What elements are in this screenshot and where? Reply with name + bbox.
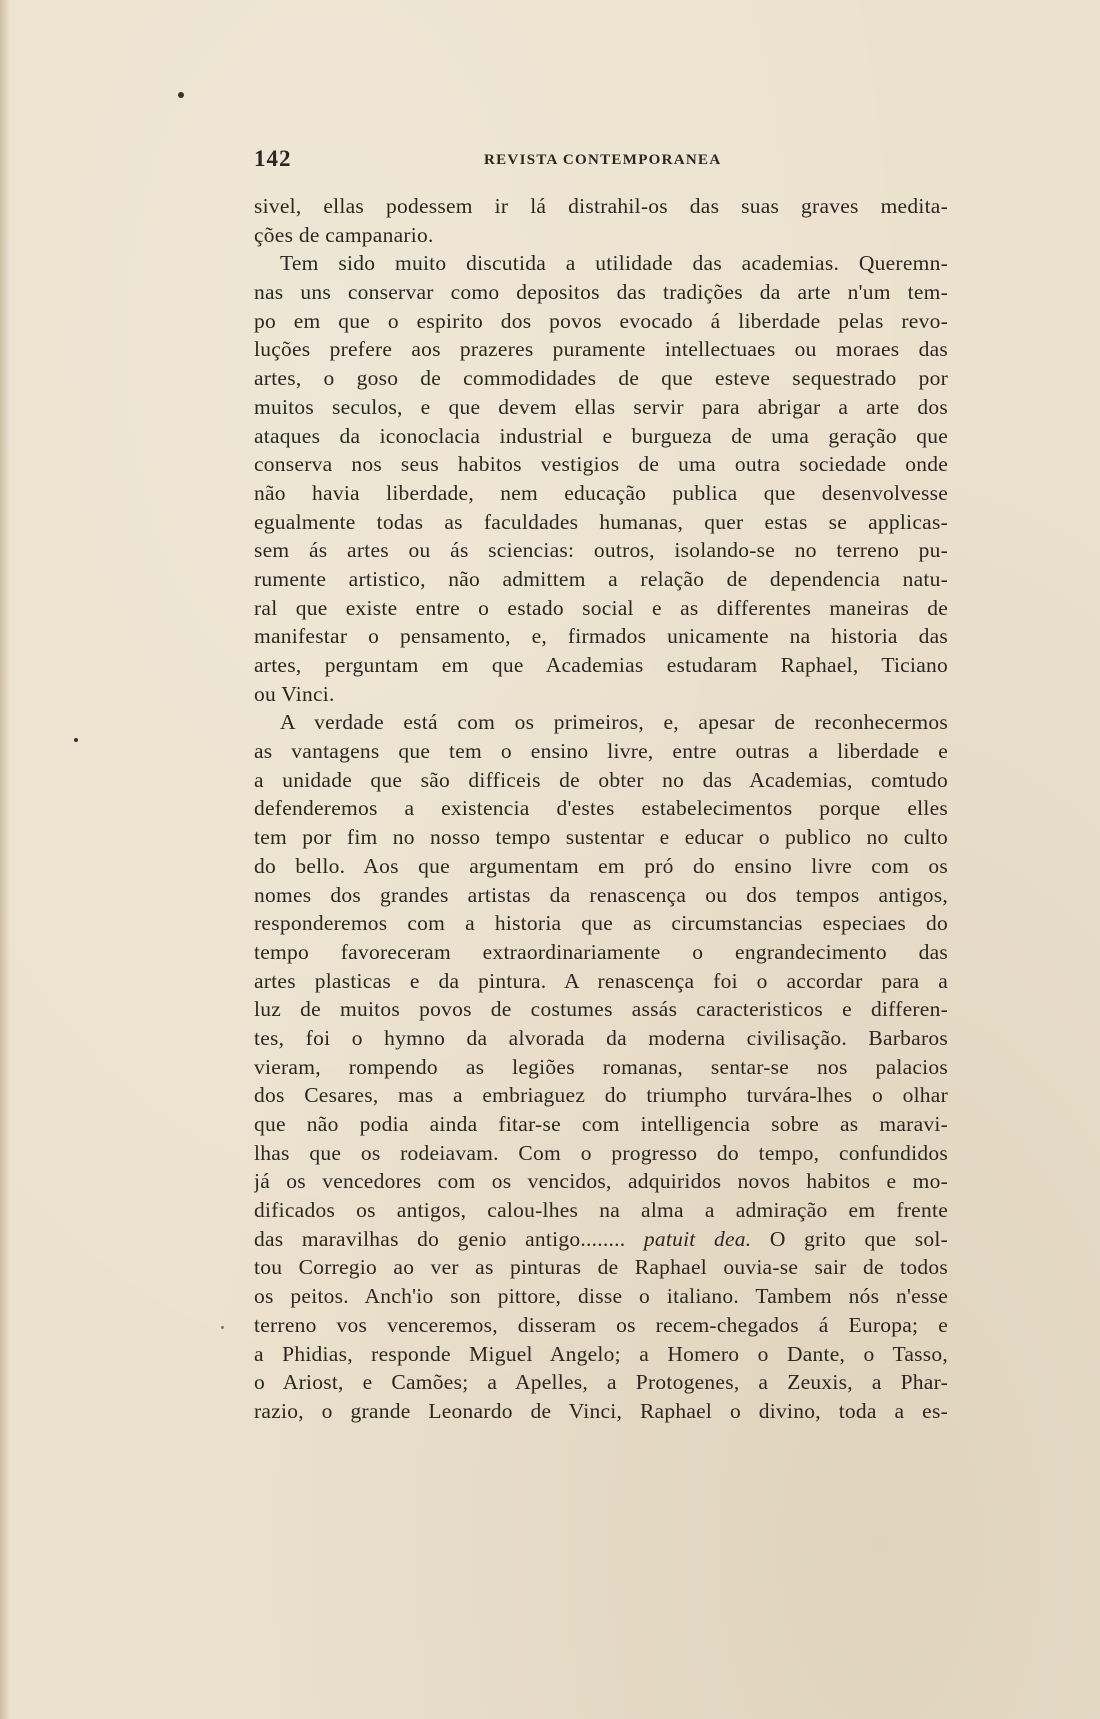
ink-speck [74,738,78,742]
page-number: 142 [254,146,292,171]
text-line: tem por fim no nosso tempo sustentar e educar o publico no culto [254,825,948,850]
text-line: do bello. Aos que argumentam em pró do ensino livre com os [254,853,948,878]
text-line: os peitos. Anch'io son pittore, disse o italiano. Tambem nós n'esse [254,1284,948,1309]
text-line: que não podia ainda fitar-se com intelligencia sobre as maravi- [254,1112,948,1136]
page-header [254,146,948,174]
text-line: o Ariost, e Camões; a Apelles, a Protogenes, a Zeuxis, a Phar- [254,1370,948,1395]
text-line: a unidade que são difficeis de obter no das Academias, comtudo [254,767,948,792]
text-line: ral que existe entre o estado social e as differentes maneiras de [254,595,948,620]
text-line: manifestar o pensamento, e, firmados unicamente na historia das [254,624,948,649]
text-line: nomes dos grandes artistas da renascença ou dos tempos antigos, [254,882,948,907]
text-line: conserva nos seus habitos vestigios de uma outra sociedade onde [254,452,948,477]
ink-speck [221,1326,224,1329]
text-line: luções prefere aos prazeres puramente intellectuaes ou moraes das [254,337,948,362]
text-line: egualmente todas as faculdades humanas, quer estas se applicas- [254,509,948,534]
text-line: sivel, ellas podessem ir lá distrahil-os das suas graves medita- [254,194,948,218]
text-segment: O grito que sol- [751,1226,948,1251]
text-line: tes, foi o hymno da alvorada da moderna civilisação. Barbaros [254,1025,948,1050]
text-line: a Phidias, responde Miguel Angelo; a Homero o Dante, o Tasso, [254,1341,948,1366]
text-line: Tem sido muito discutida a utilidade das academias. Queremn- [280,251,948,276]
text-line: ataques da iconoclacia industrial e burgueza de uma geração que [254,423,948,448]
text-line: rumente artistico, não admittem a relação de dependencia natu- [254,566,948,591]
text-line: vieram, rompendo as legiões romanas, sentar-se nos palacios [254,1054,948,1079]
running-head: REVISTA CONTEMPORANEA [484,152,722,168]
text-line: responderemos com a historia que as circumstancias especiaes do [254,911,948,936]
text-line: dos Cesares, mas a embriaguez do triumpho turvára-lhes o olhar [254,1083,948,1108]
text-line: tou Corregio ao ver as pinturas de Raphael ouvia-se sair de todos [254,1255,948,1280]
text-line: defenderemos a existencia d'estes estabelecimentos porque elles [254,796,948,821]
text-line-with-italic [254,1225,948,1254]
text-line: artes, o goso de commodidades de que esteve sequestrado por [254,366,948,391]
text-line: lhas que os rodeiavam. Com o progresso do tempo, confundidos [254,1140,948,1165]
text-segment: das maravilhas do genio antigo........ [254,1226,644,1251]
text-line: já os vencedores com os vencidos, adquiridos novos habitos e mo- [254,1169,948,1194]
text-line: artes plasticas e da pintura. A renascença foi o accordar para a [254,968,948,993]
text-line: as vantagens que tem o ensino livre, entre outras a liberdade e [254,739,948,764]
text-line: po em que o espirito dos povos evocado á liberdade pelas revo- [254,308,948,333]
text-line: razio, o grande Leonardo de Vinci, Raphael o divino, toda a es- [254,1398,948,1423]
text-line: não havia liberdade, nem educação publica que desenvolvesse [254,480,948,505]
text-line: tempo favoreceram extraordinariamente o engrandecimento das [254,939,948,964]
text-line: A verdade está com os primeiros, e, apesar de reconhecermos [280,710,948,735]
body-text [254,192,948,1426]
text-line: ções de campanario. [254,222,434,247]
text-line: dificados os antigos, calou-lhes na alma a admiração em frente [254,1198,948,1223]
text-line: artes, perguntam em que Academias estudaram Raphael, Ticiano [254,653,948,677]
latin-quote: patuit dea. [643,1226,752,1251]
text-line: muitos seculos, e que devem ellas servir para abrigar a arte dos [254,394,948,419]
text-line: ou Vinci. [254,681,335,706]
text-line: sem ás artes ou ás sciencias: outros, isolando-se no terreno pu- [254,538,948,563]
text-line: nas uns conservar como depositos das tradições da arte n'um tem- [254,280,948,305]
ink-speck [178,92,184,98]
page-edge-shadow [0,0,10,1719]
text-line: luz de muitos povos de costumes assás caracteristicos e differen- [254,997,948,1022]
text-line: terreno vos venceremos, disseram os recem-chegados á Europa; e [254,1312,948,1337]
